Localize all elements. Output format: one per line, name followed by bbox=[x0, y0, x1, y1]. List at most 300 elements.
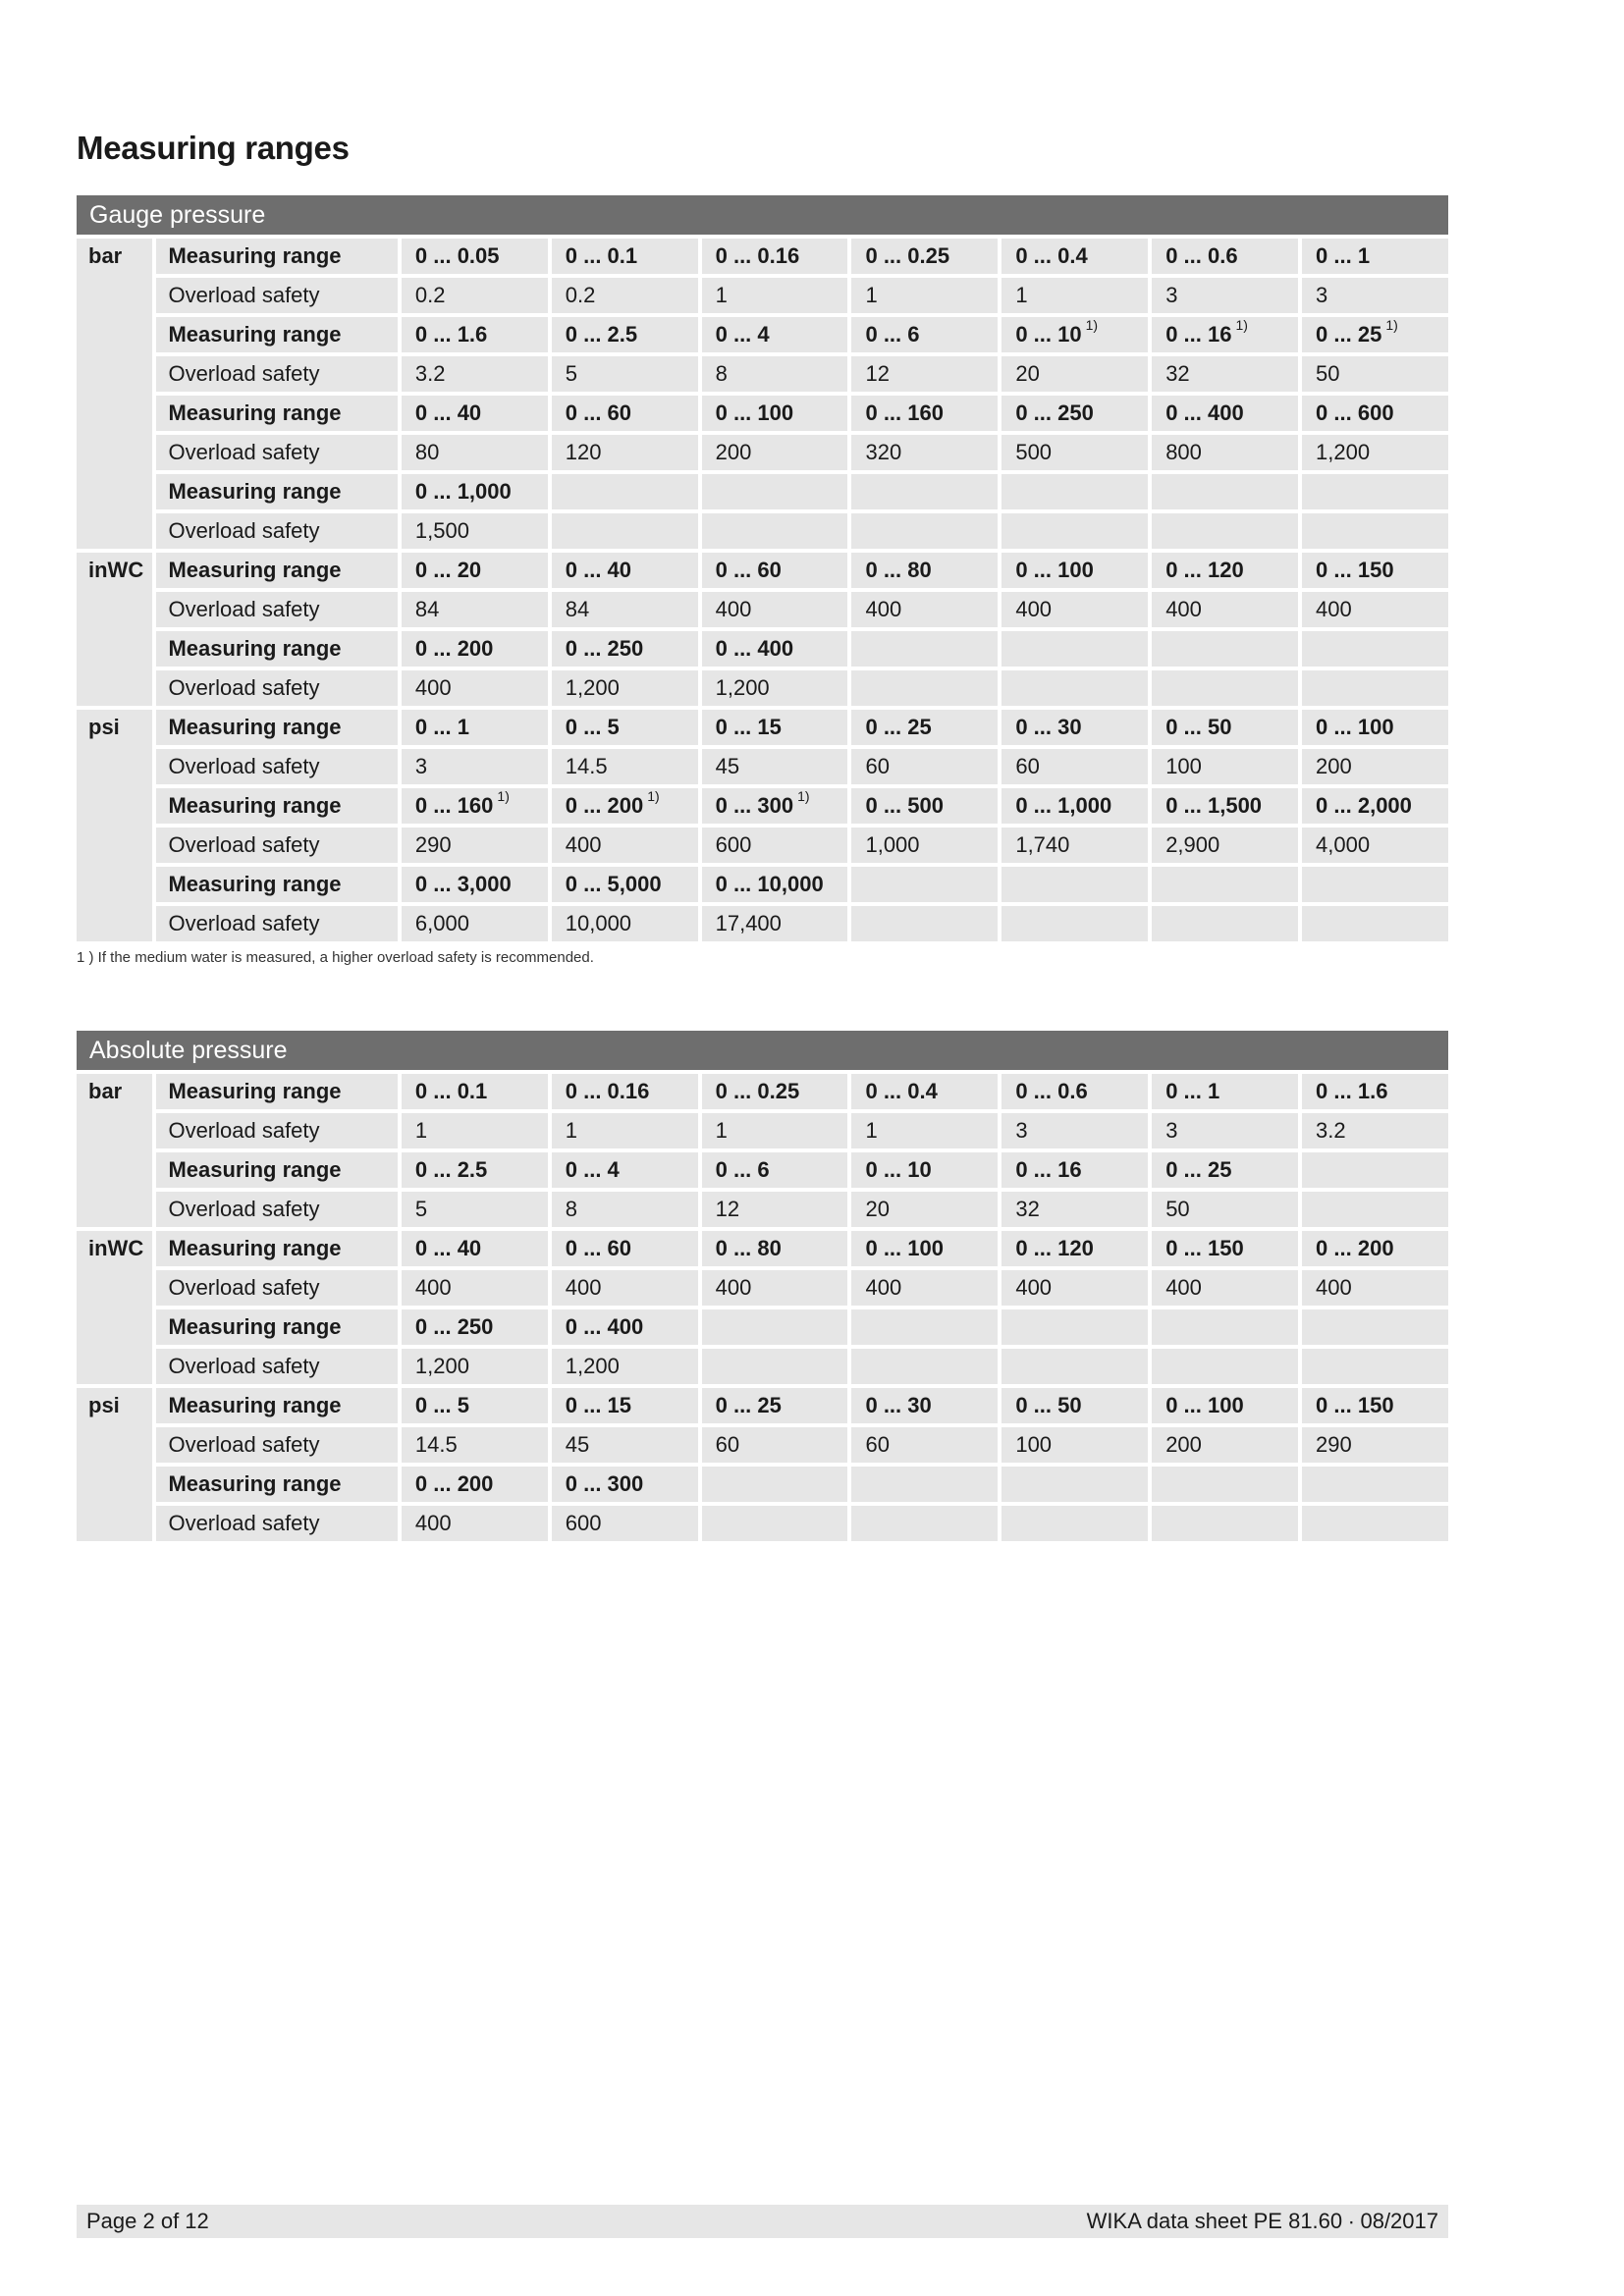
value-text: 120 bbox=[565, 440, 602, 464]
value-text: 0 ... 600 bbox=[1316, 400, 1394, 425]
value-cell bbox=[702, 1349, 848, 1384]
value-text: 0 ... 250 bbox=[1015, 400, 1094, 425]
value-text: 0 ... 100 bbox=[715, 400, 794, 425]
value-cell bbox=[851, 474, 998, 509]
value-cell bbox=[1302, 906, 1448, 941]
value-cell bbox=[851, 906, 998, 941]
value-cell bbox=[702, 1192, 848, 1227]
measuring-range-label: Measuring range bbox=[156, 317, 397, 352]
value-cell bbox=[702, 867, 848, 902]
value-cell bbox=[552, 474, 698, 509]
overload-safety-row bbox=[77, 1506, 1448, 1541]
value-cell bbox=[1152, 788, 1298, 824]
value-text: 0 ... 10 bbox=[1015, 322, 1082, 347]
value-cell bbox=[702, 1467, 848, 1502]
value-cell bbox=[552, 317, 698, 352]
overload-safety-label: Overload safety bbox=[156, 1192, 397, 1227]
value-text: 0 ... 6 bbox=[715, 1157, 770, 1182]
value-cell bbox=[702, 278, 848, 313]
value-cell bbox=[402, 474, 548, 509]
value-cell bbox=[1302, 1270, 1448, 1306]
value-cell bbox=[552, 1152, 698, 1188]
value-text: 0 ... 1,500 bbox=[1165, 793, 1263, 818]
value-text: 0 ... 300 bbox=[565, 1471, 644, 1496]
value-text: 0 ... 50 bbox=[1015, 1393, 1082, 1417]
value-text: 500 bbox=[1015, 440, 1053, 464]
value-cell bbox=[1001, 435, 1148, 470]
value-text: 0 ... 0.6 bbox=[1015, 1079, 1088, 1103]
value-cell bbox=[552, 710, 698, 745]
absolute-pressure-table bbox=[73, 1070, 1452, 1545]
overload-safety-row bbox=[77, 435, 1448, 470]
value-cell bbox=[402, 1113, 548, 1148]
measuring-range-row bbox=[77, 1152, 1448, 1188]
value-text: 3 bbox=[1316, 283, 1328, 307]
overload-safety-label: Overload safety bbox=[156, 670, 397, 706]
value-cell bbox=[1302, 553, 1448, 588]
overload-safety-label: Overload safety bbox=[156, 1506, 397, 1541]
value-cell bbox=[1302, 1506, 1448, 1541]
value-cell bbox=[1152, 1152, 1298, 1188]
value-text: 1,200 bbox=[414, 1354, 469, 1378]
value-cell bbox=[552, 1231, 698, 1266]
value-cell bbox=[851, 396, 998, 431]
value-cell bbox=[851, 435, 998, 470]
overload-safety-row bbox=[77, 513, 1448, 549]
value-cell bbox=[402, 278, 548, 313]
value-text: 84 bbox=[414, 597, 440, 621]
absolute-pressure-section bbox=[77, 1031, 1448, 1541]
value-cell bbox=[1302, 1427, 1448, 1463]
overload-safety-label: Overload safety bbox=[156, 592, 397, 627]
value-cell bbox=[1001, 749, 1148, 784]
value-cell bbox=[1302, 788, 1448, 824]
value-cell bbox=[402, 592, 548, 627]
value-cell bbox=[552, 1427, 698, 1463]
value-text: 14.5 bbox=[414, 1432, 458, 1457]
value-cell bbox=[1152, 828, 1298, 863]
value-text: 0 ... 1 bbox=[1165, 1079, 1220, 1103]
measuring-range-row bbox=[77, 1388, 1448, 1423]
value-cell bbox=[552, 1388, 698, 1423]
value-text: 0 ... 100 bbox=[1316, 715, 1394, 739]
value-cell bbox=[1152, 1270, 1298, 1306]
value-text: 12 bbox=[715, 1197, 740, 1221]
overload-safety-row bbox=[77, 828, 1448, 863]
value-cell bbox=[1152, 553, 1298, 588]
footnote-marker: 1) bbox=[1085, 316, 1099, 333]
value-cell bbox=[1302, 1309, 1448, 1345]
value-text: 20 bbox=[865, 1197, 890, 1221]
value-cell bbox=[1152, 1427, 1298, 1463]
value-cell bbox=[1152, 1074, 1298, 1109]
footnote-marker: 1) bbox=[1235, 316, 1248, 333]
value-text: 0 ... 150 bbox=[1316, 558, 1394, 582]
value-text: 1 bbox=[414, 1118, 428, 1143]
value-cell bbox=[1001, 553, 1148, 588]
overload-safety-label: Overload safety bbox=[156, 749, 397, 784]
value-text: 400 bbox=[1015, 1275, 1053, 1300]
value-cell bbox=[1302, 356, 1448, 392]
datasheet-reference: WIKA data sheet PE 81.60 ∙ 08/2017 bbox=[1086, 2209, 1438, 2233]
value-cell bbox=[402, 788, 548, 824]
value-cell bbox=[851, 1349, 998, 1384]
overload-safety-row bbox=[77, 1113, 1448, 1148]
value-cell bbox=[1152, 239, 1298, 274]
value-text: 0 ... 5,000 bbox=[565, 872, 662, 896]
value-cell bbox=[1302, 631, 1448, 667]
value-cell bbox=[1302, 1388, 1448, 1423]
value-cell bbox=[702, 1270, 848, 1306]
overload-safety-row bbox=[77, 592, 1448, 627]
value-cell bbox=[1001, 239, 1148, 274]
unit-label: bar bbox=[77, 1074, 152, 1227]
value-text: 0 ... 0.25 bbox=[715, 1079, 800, 1103]
value-cell bbox=[702, 592, 848, 627]
value-cell bbox=[552, 356, 698, 392]
value-cell bbox=[851, 239, 998, 274]
value-text: 8 bbox=[715, 361, 728, 386]
value-cell bbox=[402, 1152, 548, 1188]
value-text: 1 bbox=[715, 1118, 728, 1143]
value-text: 1,200 bbox=[715, 675, 770, 700]
value-cell bbox=[1001, 1309, 1148, 1345]
footnote-marker: 1) bbox=[647, 787, 660, 804]
value-text: 1 bbox=[715, 283, 728, 307]
measuring-range-label: Measuring range bbox=[156, 1309, 397, 1345]
value-cell bbox=[552, 1349, 698, 1384]
value-cell bbox=[1152, 317, 1298, 352]
value-cell bbox=[552, 906, 698, 941]
value-text: 0 ... 1.6 bbox=[414, 322, 488, 347]
value-text: 0 ... 200 bbox=[1316, 1236, 1394, 1260]
value-cell bbox=[552, 867, 698, 902]
value-cell bbox=[1152, 710, 1298, 745]
value-cell bbox=[1302, 239, 1448, 274]
value-cell bbox=[402, 906, 548, 941]
value-cell bbox=[851, 278, 998, 313]
value-cell bbox=[1001, 1192, 1148, 1227]
value-cell bbox=[851, 1074, 998, 1109]
value-text: 0 ... 50 bbox=[1165, 715, 1232, 739]
section-header: Gauge pressure bbox=[77, 195, 1448, 235]
value-cell bbox=[1152, 1349, 1298, 1384]
value-text: 0 ... 6 bbox=[865, 322, 920, 347]
value-cell bbox=[552, 1270, 698, 1306]
value-text: 0 ... 1,000 bbox=[414, 479, 512, 504]
value-cell bbox=[552, 1309, 698, 1345]
value-text: 400 bbox=[565, 832, 602, 857]
value-cell bbox=[702, 710, 848, 745]
value-cell bbox=[402, 710, 548, 745]
value-cell bbox=[1001, 1349, 1148, 1384]
value-cell bbox=[402, 1388, 548, 1423]
value-text: 1 bbox=[565, 1118, 577, 1143]
value-text: 0 ... 80 bbox=[865, 558, 932, 582]
value-cell bbox=[702, 906, 848, 941]
value-text: 0 ... 40 bbox=[565, 558, 632, 582]
measuring-range-row bbox=[77, 631, 1448, 667]
value-cell bbox=[1001, 867, 1148, 902]
value-cell bbox=[552, 788, 698, 824]
overload-safety-label: Overload safety bbox=[156, 435, 397, 470]
gauge-pressure-section bbox=[77, 195, 1448, 966]
value-cell bbox=[402, 356, 548, 392]
value-cell bbox=[851, 631, 998, 667]
value-text: 0 ... 1 bbox=[414, 715, 469, 739]
value-cell bbox=[1001, 1388, 1148, 1423]
value-cell bbox=[1302, 513, 1448, 549]
page-footer bbox=[77, 2205, 1448, 2238]
value-text: 60 bbox=[715, 1432, 740, 1457]
value-cell bbox=[702, 239, 848, 274]
value-text: 0 ... 15 bbox=[565, 1393, 632, 1417]
value-text: 0 ... 120 bbox=[1165, 558, 1244, 582]
value-cell bbox=[1152, 867, 1298, 902]
value-text: 0 ... 200 bbox=[565, 793, 644, 818]
footnote: 1 ) If the medium water is measured, a higher overload safety is recommended. bbox=[77, 949, 594, 966]
value-cell bbox=[552, 670, 698, 706]
value-text: 0 ... 20 bbox=[414, 558, 482, 582]
value-cell bbox=[851, 828, 998, 863]
value-text: 1 bbox=[865, 283, 878, 307]
value-cell bbox=[851, 1309, 998, 1345]
value-text: 1 bbox=[1015, 283, 1028, 307]
overload-safety-label: Overload safety bbox=[156, 356, 397, 392]
value-cell bbox=[552, 828, 698, 863]
value-cell bbox=[702, 396, 848, 431]
value-cell bbox=[1001, 1270, 1148, 1306]
value-text: 5 bbox=[565, 361, 577, 386]
value-text: 0 ... 30 bbox=[865, 1393, 932, 1417]
value-text: 6,000 bbox=[414, 911, 469, 935]
measuring-range-row bbox=[77, 317, 1448, 352]
value-cell bbox=[1302, 1467, 1448, 1502]
value-text: 0 ... 10,000 bbox=[715, 872, 824, 896]
value-cell bbox=[552, 278, 698, 313]
value-cell bbox=[552, 435, 698, 470]
value-text: 400 bbox=[715, 1275, 752, 1300]
value-text: 0 ... 60 bbox=[565, 400, 632, 425]
value-cell bbox=[1302, 592, 1448, 627]
value-cell bbox=[402, 828, 548, 863]
value-cell bbox=[851, 1152, 998, 1188]
value-cell bbox=[1302, 278, 1448, 313]
value-cell bbox=[402, 1349, 548, 1384]
value-text: 0 ... 2.5 bbox=[414, 1157, 488, 1182]
measuring-range-label: Measuring range bbox=[156, 631, 397, 667]
footnote-marker: 1) bbox=[497, 787, 510, 804]
value-cell bbox=[552, 749, 698, 784]
value-cell bbox=[1001, 670, 1148, 706]
measuring-range-row bbox=[77, 710, 1448, 745]
value-cell bbox=[851, 1427, 998, 1463]
value-cell bbox=[1001, 788, 1148, 824]
page-number: Page 2 of 12 bbox=[86, 2209, 209, 2233]
overload-safety-label: Overload safety bbox=[156, 513, 397, 549]
value-text: 1,200 bbox=[565, 675, 620, 700]
value-cell bbox=[851, 1506, 998, 1541]
measuring-range-label: Measuring range bbox=[156, 553, 397, 588]
value-text: 320 bbox=[865, 440, 902, 464]
value-text: 400 bbox=[1165, 597, 1202, 621]
overload-safety-label: Overload safety bbox=[156, 906, 397, 941]
value-text: 600 bbox=[565, 1511, 602, 1535]
value-text: 0 ... 25 bbox=[715, 1393, 782, 1417]
value-cell bbox=[552, 1506, 698, 1541]
value-cell bbox=[552, 1113, 698, 1148]
overload-safety-label: Overload safety bbox=[156, 1113, 397, 1148]
value-text: 800 bbox=[1165, 440, 1202, 464]
value-text: 290 bbox=[1316, 1432, 1352, 1457]
value-text: 1,500 bbox=[414, 518, 469, 543]
value-cell bbox=[1302, 867, 1448, 902]
value-cell bbox=[1152, 592, 1298, 627]
value-cell bbox=[1152, 356, 1298, 392]
value-text: 0.2 bbox=[414, 283, 446, 307]
value-text: 80 bbox=[414, 440, 440, 464]
overload-safety-label: Overload safety bbox=[156, 1349, 397, 1384]
value-text: 3 bbox=[1165, 1118, 1178, 1143]
value-cell bbox=[1001, 1113, 1148, 1148]
value-cell bbox=[1001, 1074, 1148, 1109]
value-cell bbox=[402, 1231, 548, 1266]
value-cell bbox=[1152, 513, 1298, 549]
value-cell bbox=[1302, 1113, 1448, 1148]
value-cell bbox=[402, 867, 548, 902]
value-text: 400 bbox=[414, 1511, 452, 1535]
value-text: 0 ... 16 bbox=[1165, 322, 1232, 347]
value-cell bbox=[1001, 1427, 1148, 1463]
value-cell bbox=[1001, 710, 1148, 745]
value-text: 60 bbox=[1015, 754, 1040, 778]
value-text: 50 bbox=[1316, 361, 1340, 386]
value-cell bbox=[1302, 1074, 1448, 1109]
value-cell bbox=[1302, 396, 1448, 431]
value-text: 0 ... 4 bbox=[715, 322, 770, 347]
value-text: 400 bbox=[414, 675, 452, 700]
overload-safety-row bbox=[77, 278, 1448, 313]
value-text: 5 bbox=[414, 1197, 428, 1221]
value-cell bbox=[1001, 631, 1148, 667]
overload-safety-row bbox=[77, 906, 1448, 941]
overload-safety-label: Overload safety bbox=[156, 828, 397, 863]
value-cell bbox=[402, 513, 548, 549]
measuring-range-label: Measuring range bbox=[156, 1074, 397, 1109]
measuring-range-label: Measuring range bbox=[156, 1152, 397, 1188]
value-text: 17,400 bbox=[715, 911, 782, 935]
value-text: 3.2 bbox=[414, 361, 446, 386]
measuring-range-label: Measuring range bbox=[156, 710, 397, 745]
value-cell bbox=[702, 1309, 848, 1345]
value-text: 0 ... 25 bbox=[1316, 322, 1382, 347]
value-cell bbox=[702, 631, 848, 667]
value-text: 0 ... 0.05 bbox=[414, 243, 500, 268]
value-text: 3 bbox=[1165, 283, 1178, 307]
value-cell bbox=[851, 1113, 998, 1148]
value-text: 0 ... 5 bbox=[565, 715, 620, 739]
value-text: 400 bbox=[1316, 1275, 1352, 1300]
value-cell bbox=[1001, 1231, 1148, 1266]
value-text: 0 ... 40 bbox=[414, 400, 482, 425]
value-text: 45 bbox=[565, 1432, 590, 1457]
unit-label: inWC bbox=[77, 553, 152, 706]
value-text: 400 bbox=[1165, 1275, 1202, 1300]
value-cell bbox=[702, 1427, 848, 1463]
value-text: 0 ... 400 bbox=[1165, 400, 1244, 425]
value-cell bbox=[702, 553, 848, 588]
value-cell bbox=[702, 749, 848, 784]
value-cell bbox=[1302, 1192, 1448, 1227]
value-text: 50 bbox=[1165, 1197, 1190, 1221]
value-text: 0 ... 16 bbox=[1015, 1157, 1082, 1182]
value-text: 200 bbox=[715, 440, 752, 464]
value-cell bbox=[1302, 1231, 1448, 1266]
value-text: 1 bbox=[865, 1118, 878, 1143]
value-cell bbox=[702, 1231, 848, 1266]
measuring-range-label: Measuring range bbox=[156, 1467, 397, 1502]
overload-safety-row bbox=[77, 1349, 1448, 1384]
value-cell bbox=[851, 788, 998, 824]
value-cell bbox=[402, 1427, 548, 1463]
value-text: 10,000 bbox=[565, 911, 632, 935]
value-cell bbox=[552, 239, 698, 274]
value-text: 400 bbox=[865, 1275, 902, 1300]
measuring-range-row bbox=[77, 553, 1448, 588]
measuring-range-row bbox=[77, 1309, 1448, 1345]
value-text: 0 ... 100 bbox=[1165, 1393, 1244, 1417]
value-cell bbox=[851, 1231, 998, 1266]
value-text: 0 ... 0.16 bbox=[565, 1079, 650, 1103]
value-cell bbox=[1302, 710, 1448, 745]
value-text: 12 bbox=[865, 361, 890, 386]
measuring-range-label: Measuring range bbox=[156, 867, 397, 902]
value-text: 0 ... 25 bbox=[865, 715, 932, 739]
measuring-range-row bbox=[77, 788, 1448, 824]
value-text: 0 ... 15 bbox=[715, 715, 782, 739]
value-cell bbox=[851, 592, 998, 627]
value-cell bbox=[402, 1309, 548, 1345]
value-cell bbox=[552, 513, 698, 549]
value-text: 400 bbox=[1316, 597, 1352, 621]
value-text: 84 bbox=[565, 597, 590, 621]
value-cell bbox=[1152, 1192, 1298, 1227]
overload-safety-row bbox=[77, 356, 1448, 392]
value-text: 0 ... 120 bbox=[1015, 1236, 1094, 1260]
value-cell bbox=[1152, 906, 1298, 941]
overload-safety-row bbox=[77, 670, 1448, 706]
value-cell bbox=[851, 749, 998, 784]
value-text: 400 bbox=[715, 597, 752, 621]
value-cell bbox=[702, 828, 848, 863]
page-title: Measuring ranges bbox=[77, 130, 350, 166]
value-cell bbox=[402, 1270, 548, 1306]
measuring-range-row bbox=[77, 867, 1448, 902]
value-text: 0 ... 2.5 bbox=[565, 322, 638, 347]
value-cell bbox=[851, 1467, 998, 1502]
footnote-marker: 1) bbox=[1385, 316, 1398, 333]
overload-safety-row bbox=[77, 1192, 1448, 1227]
value-cell bbox=[402, 396, 548, 431]
value-text: 0 ... 5 bbox=[414, 1393, 469, 1417]
value-text: 200 bbox=[1165, 1432, 1202, 1457]
value-cell bbox=[851, 670, 998, 706]
value-cell bbox=[1302, 474, 1448, 509]
value-text: 0 ... 100 bbox=[1015, 558, 1094, 582]
value-cell bbox=[702, 788, 848, 824]
value-cell bbox=[1152, 1309, 1298, 1345]
value-cell bbox=[702, 513, 848, 549]
